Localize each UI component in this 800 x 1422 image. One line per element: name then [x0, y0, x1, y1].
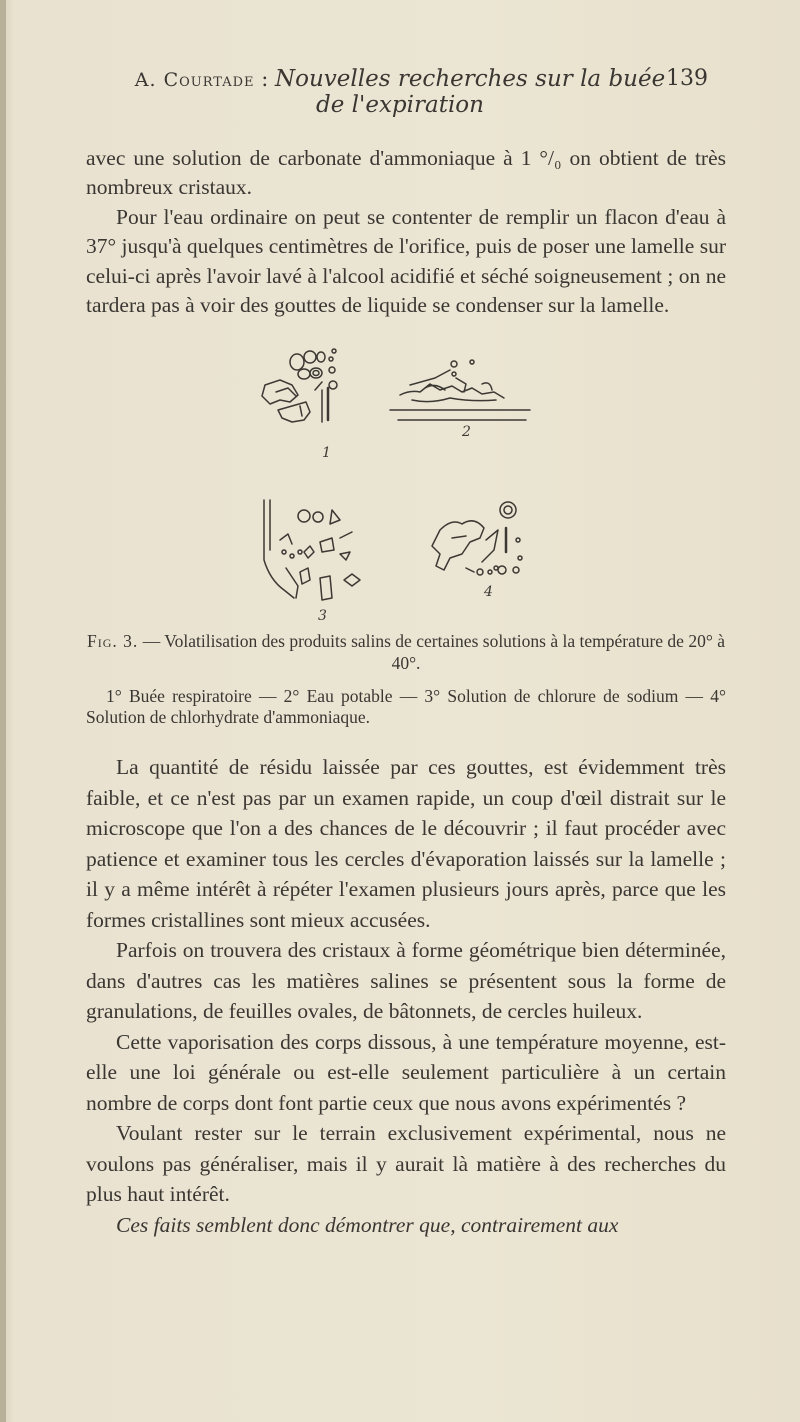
figure-caption: [86, 630, 726, 674]
figure-legend: 1° Buée respiratoire — 2° Eau potable — 3° Solution de chlorure de sodium — 4° Solution de chlorhydrate d'ammoniaque.: [86, 686, 726, 727]
header-separator: :: [261, 67, 269, 91]
figure-label-1: 1: [322, 445, 331, 461]
figure-label-3: 3: [318, 608, 327, 624]
figure-3-illustration: [240, 340, 580, 630]
paragraph: Pour l'eau ordinaire on peut se contenter de remplir un flacon d'eau à 37° jusqu'à quelques centimètres de l'orifice, puis de poser une lamelle sur celui-ci après l'avoir lavé à l'alcool acidifié et séché soigneusement ; on ne tardera pas à voir des gouttes de liquide se condenser sur la lamelle.: [86, 204, 726, 318]
header-author: A. Courtade: [134, 69, 255, 91]
figure-label: Fig. 3.: [87, 631, 139, 651]
header-title-line2: de l'expiration: [316, 92, 484, 118]
text-block-top: [86, 144, 726, 320]
figure-caption-text: — Volatilisation des produits salins de certaines solutions à la température de 20° à 40°.: [142, 631, 725, 673]
paragraph: Cette vaporisation des corps dissous, à une température moyenne, est-elle une loi générale ou est-elle seulement particulière à un certain nombre de corps dont font partie ceux que nous avons expérimentés ?: [86, 1029, 726, 1115]
panel-3-drawing: [264, 500, 360, 600]
page-number: 139: [666, 66, 708, 91]
panel-1-drawing: [262, 349, 337, 422]
paragraph: Voulant rester sur le terrain exclusivement expérimental, nous ne voulons pas généraliser, mais il y aurait là matière à des recherches du plus haut intérêt.: [86, 1121, 726, 1206]
figure-label-4: 4: [484, 584, 493, 600]
panel-2-drawing: [390, 360, 530, 420]
paragraph-italic: Ces faits semblent donc démontrer que, contrairement aux: [116, 1212, 619, 1237]
panel-4-drawing: [432, 502, 522, 575]
header-title: Nouvelles recherches sur la buée: [275, 66, 666, 92]
text-block-bottom: [86, 752, 726, 1240]
paragraph: avec une solution de carbonate d'ammoniaque à 1 °/₀ on obtient de très nombreux cristaux.: [86, 146, 726, 200]
running-header: [0, 66, 800, 118]
paragraph: Parfois on trouvera des cristaux à forme géométrique bien déterminée, dans d'autres cas les matières salines se présentent sous la forme de granulations, de feuilles ovales, de bâtonnets, de cercles huileux.: [86, 938, 726, 1023]
paragraph: La quantité de résidu laissée par ces gouttes, est évidemment très faible, et ce n'est pas par un examen rapide, un coup d'œil distrait sur le microscope que l'on a des chances de le découvrir ; il faut procéder avec patience et examiner tous les cercles d'évaporation laissés sur la lamelle ; il y a même intérêt à répéter l'examen plusieurs jours après, parce que les formes cristallines sont mieux accusées.: [86, 755, 726, 932]
figure-label-2: 2: [462, 424, 471, 440]
page-spine-shadow: [0, 0, 6, 1422]
